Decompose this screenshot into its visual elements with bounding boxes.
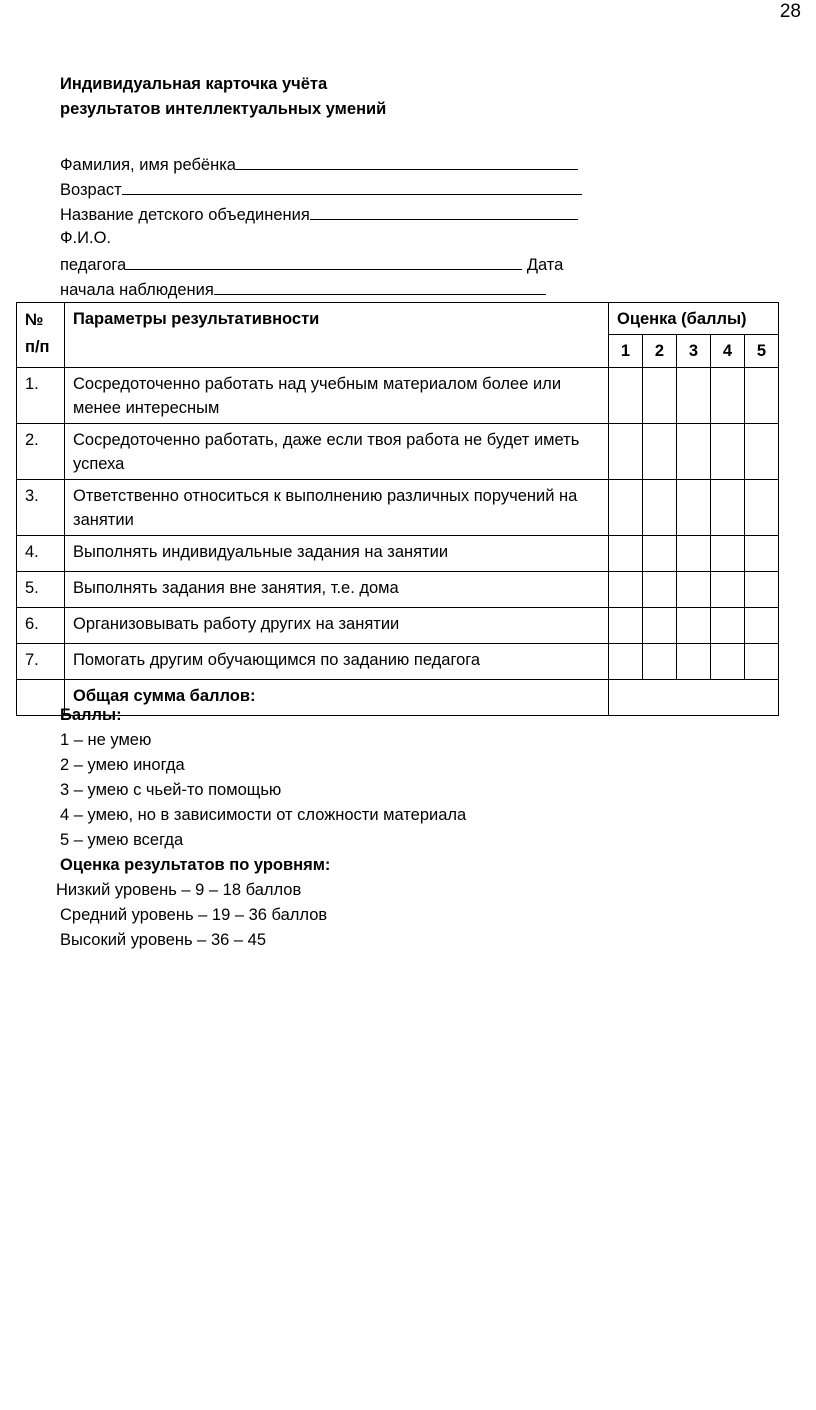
- teacher-label: педагога: [60, 256, 127, 274]
- score-cell[interactable]: [643, 572, 677, 608]
- page-number: 28: [779, 1, 801, 22]
- age-blank[interactable]: [122, 176, 582, 195]
- observation-start-blank[interactable]: [214, 276, 546, 295]
- score-cell[interactable]: [609, 480, 643, 536]
- level-item: Низкий уровень – 9 – 18 баллов: [56, 881, 302, 899]
- level-item: Высокий уровень – 36 – 45: [60, 931, 266, 949]
- score-cell[interactable]: [711, 608, 745, 644]
- score-cell[interactable]: [677, 644, 711, 680]
- child-name-field: [60, 151, 582, 176]
- score-cell[interactable]: [745, 572, 779, 608]
- total-score-cell[interactable]: [609, 680, 779, 716]
- title-line-2: результатов интеллектуальных умений: [60, 100, 387, 118]
- scoring-legend: [56, 703, 467, 953]
- observation-start-field: [60, 276, 582, 301]
- score-cell[interactable]: [643, 644, 677, 680]
- score-cell[interactable]: [745, 608, 779, 644]
- score-value-5: 5: [745, 335, 779, 368]
- score-cell[interactable]: [677, 536, 711, 572]
- title-line-1: Индивидуальная карточка учёта: [60, 75, 328, 93]
- row-number: 6.: [17, 608, 65, 644]
- child-name-label: Фамилия, имя ребёнка: [60, 156, 236, 174]
- legend-item: 2 – умею иногда: [60, 756, 185, 774]
- legend-item: 1 – не умею: [60, 731, 152, 749]
- score-cell[interactable]: [677, 424, 711, 480]
- total-number-cell: [17, 680, 65, 716]
- levels-heading: Оценка результатов по уровням:: [60, 856, 331, 874]
- table-row: [17, 368, 779, 424]
- score-cell[interactable]: [677, 572, 711, 608]
- row-number: 3.: [17, 480, 65, 536]
- score-cell[interactable]: [677, 368, 711, 424]
- col-score-header: Оценка (баллы): [609, 303, 779, 335]
- document-title: [60, 72, 386, 122]
- date-label: Дата: [526, 256, 564, 274]
- score-cell[interactable]: [711, 424, 745, 480]
- score-cell[interactable]: [609, 608, 643, 644]
- score-cell[interactable]: [711, 368, 745, 424]
- association-blank[interactable]: [310, 201, 578, 220]
- score-cell[interactable]: [609, 572, 643, 608]
- score-cell[interactable]: [677, 608, 711, 644]
- score-value-1: 1: [609, 335, 643, 368]
- row-parameter: Помогать другим обучающимся по заданию педагога: [65, 644, 609, 680]
- row-parameter: Выполнять задания вне занятия, т.е. дома: [65, 572, 609, 608]
- row-parameter: Сосредоточенно работать, даже если твоя работа не будет иметь успеха: [65, 424, 609, 480]
- table-row: [17, 644, 779, 680]
- score-cell[interactable]: [609, 536, 643, 572]
- age-field: [60, 176, 582, 201]
- total-label: Общая сумма баллов:: [65, 680, 609, 716]
- row-parameter: Ответственно относиться к выполнению различных поручений на занятии: [65, 480, 609, 536]
- score-cell[interactable]: [643, 608, 677, 644]
- score-cell[interactable]: [745, 536, 779, 572]
- score-cell[interactable]: [643, 368, 677, 424]
- row-number: 4.: [17, 536, 65, 572]
- row-parameter: Сосредоточенно работать над учебным материалом более или менее интересным: [65, 368, 609, 424]
- level-item: Средний уровень – 19 – 36 баллов: [60, 906, 328, 924]
- score-value-2: 2: [643, 335, 677, 368]
- child-name-blank[interactable]: [236, 151, 578, 170]
- score-value-4: 4: [711, 335, 745, 368]
- row-number: 2.: [17, 424, 65, 480]
- score-cell[interactable]: [745, 644, 779, 680]
- score-cell[interactable]: [745, 424, 779, 480]
- teacher-field: [60, 251, 582, 276]
- score-cell[interactable]: [643, 424, 677, 480]
- row-parameter: Организовывать работу других на занятии: [65, 608, 609, 644]
- age-label: Возраст: [60, 181, 122, 199]
- table-header-row: [17, 303, 779, 335]
- score-cell[interactable]: [745, 368, 779, 424]
- table-row: [17, 572, 779, 608]
- score-cell[interactable]: [711, 572, 745, 608]
- teacher-blank[interactable]: [126, 251, 522, 270]
- fio-field: [60, 226, 582, 251]
- legend-item: 3 – умею с чьей-то помощью: [60, 781, 282, 799]
- col-number-header: № п/п: [17, 303, 65, 368]
- score-cell[interactable]: [609, 368, 643, 424]
- legend-heading: Баллы:: [60, 706, 122, 724]
- row-number: 1.: [17, 368, 65, 424]
- score-cell[interactable]: [643, 536, 677, 572]
- score-cell[interactable]: [711, 480, 745, 536]
- score-cell[interactable]: [609, 424, 643, 480]
- legend-item: 4 – умею, но в зависимости от сложности материала: [60, 806, 467, 824]
- row-number: 5.: [17, 572, 65, 608]
- association-label: Название детского объединения: [60, 206, 310, 224]
- row-parameter: Выполнять индивидуальные задания на занятии: [65, 536, 609, 572]
- observation-start-label: начала наблюдения: [60, 281, 214, 299]
- table-row: [17, 480, 779, 536]
- fio-label: Ф.И.О.: [60, 229, 111, 247]
- score-cell[interactable]: [643, 480, 677, 536]
- score-cell[interactable]: [711, 644, 745, 680]
- score-cell[interactable]: [677, 480, 711, 536]
- score-value-3: 3: [677, 335, 711, 368]
- col-params-header: Параметры результативности: [65, 303, 609, 368]
- evaluation-table: [16, 302, 779, 716]
- association-field: [60, 201, 582, 226]
- table-row: [17, 536, 779, 572]
- table-row: [17, 608, 779, 644]
- legend-item: 5 – умею всегда: [60, 831, 184, 849]
- header-fields: [60, 151, 582, 301]
- table-row: [17, 424, 779, 480]
- score-cell[interactable]: [711, 536, 745, 572]
- score-cell[interactable]: [609, 644, 643, 680]
- row-number: 7.: [17, 644, 65, 680]
- score-cell[interactable]: [745, 480, 779, 536]
